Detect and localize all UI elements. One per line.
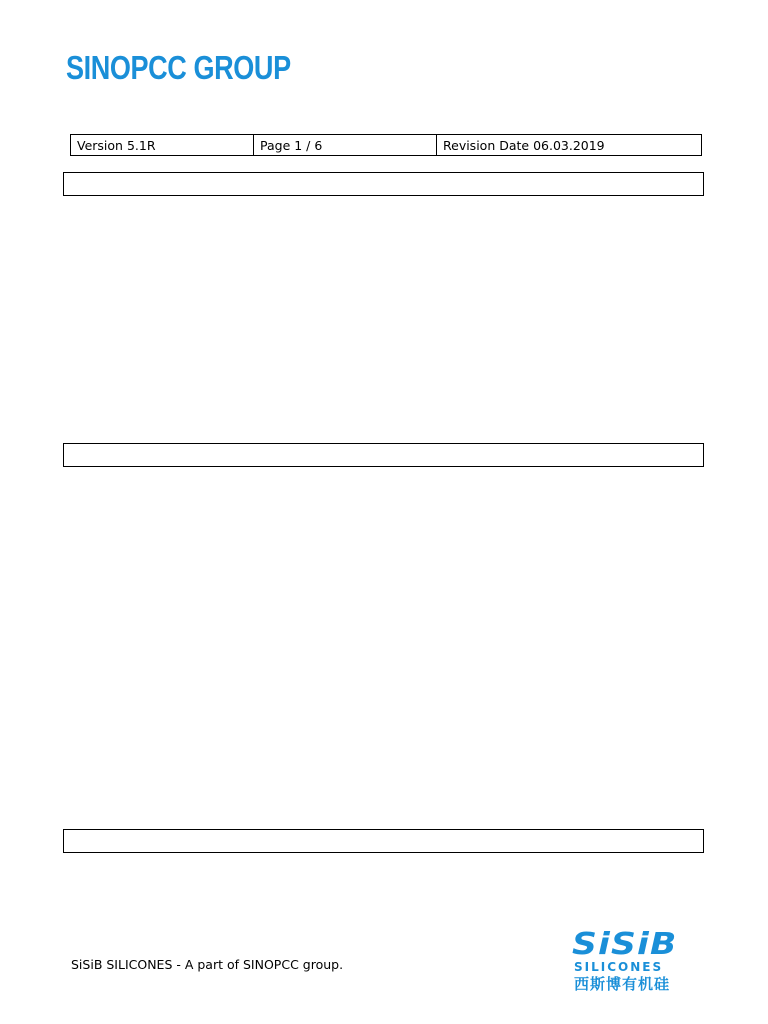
- revision-date-cell: Revision Date 06.03.2019: [437, 135, 702, 156]
- page-cell: Page 1 / 6: [254, 135, 437, 156]
- logo-sub-text: SILICONES: [574, 960, 664, 974]
- brand-wordmark: SINOPCC GROUP: [66, 49, 291, 86]
- footer-text: SiSiB SILICONES - A part of SINOPCC group.: [71, 957, 344, 972]
- logo-main-text: SiSiB: [572, 927, 678, 962]
- section-header-box-1: [63, 172, 704, 196]
- version-cell: Version 5.1R: [71, 135, 254, 156]
- section-header-box-3: [63, 829, 704, 853]
- logo-chinese-text: 西斯博有机硅: [574, 975, 671, 993]
- document-meta-table: [70, 134, 702, 156]
- section-header-box-2: [63, 443, 704, 467]
- table-row: [71, 135, 702, 156]
- sisib-logo: [572, 927, 702, 994]
